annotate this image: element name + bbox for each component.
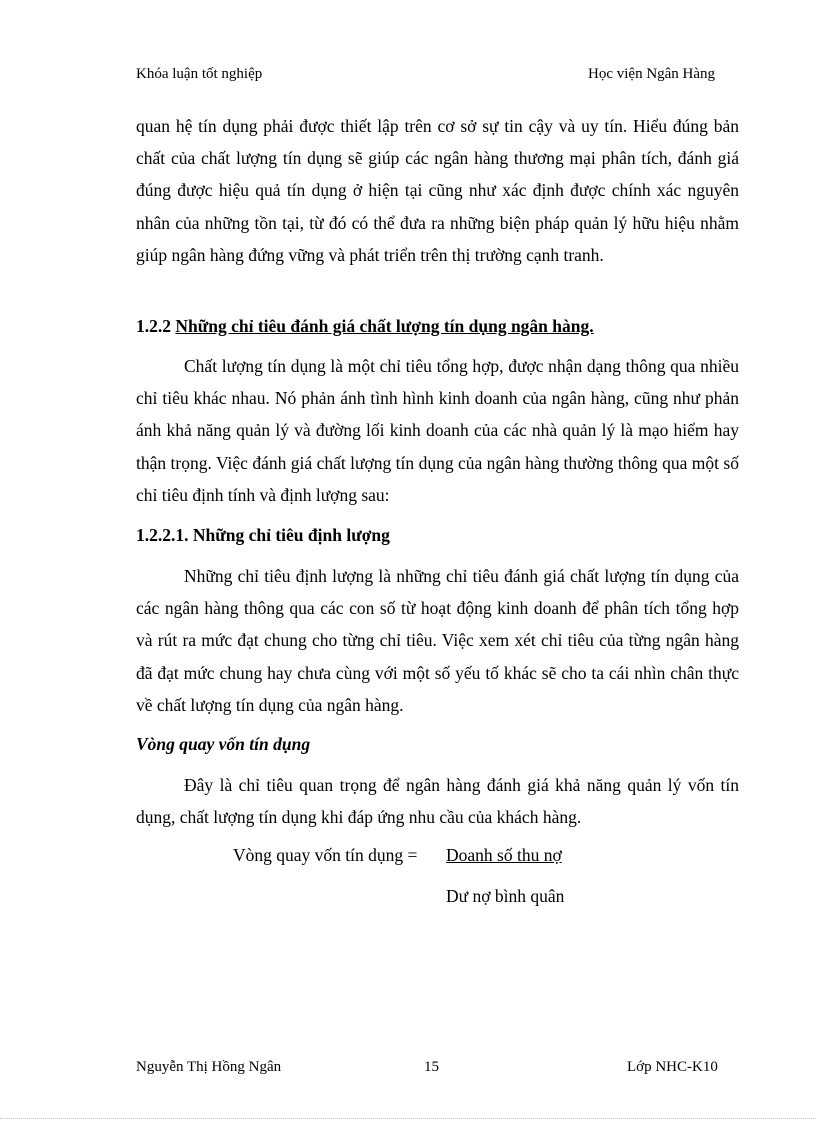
heading-1-2-2-1: 1.2.2.1. Những chỉ tiêu định lượng [136,525,390,545]
subheading-credit-turnover: Vòng quay vốn tín dụng [136,734,311,754]
paragraph-turnover-desc: Đây là chỉ tiêu quan trọng để ngân hàng đánh giá khả năng quản lý vốn tín dụng, chất lượng tín dụng khi đáp ứng nhu cầu của khách hàng. [136,775,739,828]
footer-class: Lớp NHC-K10 [627,1059,718,1075]
heading-title: Những chỉ tiêu đánh giá chất lượng tín dụng ngân hàng. [175,316,594,336]
heading-1-2-2 [136,316,594,337]
formula-denominator: Dư nợ bình quân [446,886,565,906]
header-thesis-label: Khóa luận tốt nghiệp [136,66,263,82]
paragraph-credit-quality: Chất lượng tín dụng là một chỉ tiêu tổng hợp, được nhận dạng thông qua nhiều chỉ tiêu khác nhau. Nó phản ánh tình hình kinh doanh của ngân hàng, cũng như phản ánh khả năng quản lý và đường lối kinh doanh của các nhà quản lý là mạo hiểm hay thận trọng. Việc đánh giá chất lượng tín dụng của ngân hàng thường thông qua một số chỉ tiêu định tính và định lượng sau: [136,356,739,505]
header-institution: Học viện Ngân Hàng [588,66,716,82]
footer-page-number: 15 [424,1059,439,1075]
page-bottom-divider [0,1118,816,1119]
footer-author: Nguyễn Thị Hồng Ngân [136,1059,282,1075]
paragraph-quantitative: Những chỉ tiêu định lượng là những chỉ tiêu đánh giá chất lượng tín dụng của các ngân hàng thông qua các con số từ hoạt động kinh doanh để phân tích tổng hợp và rút ra mức đạt chung cho từng chỉ tiêu. Việc xem xét chỉ tiêu của từng ngân hàng đã đạt mức chung hay chưa cùng với một số yếu tố khác sẽ cho ta cái nhìn chân thực về chất lượng tín dụng của ngân hàng. [136,566,739,715]
formula-left-side: Vòng quay vốn tín dụng = [233,845,418,865]
paragraph-intro: quan hệ tín dụng phải được thiết lập trên cơ sở sự tin cậy và uy tín. Hiểu đúng bản chất của chất lượng tín dụng sẽ giúp các ngân hàng thương mại phân tích, đánh giá đúng được hiệu quả tín dụng ở hiện tại cũng như xác định được chính xác nguyên nhân của những tồn tại, từ đó có thể đưa ra những biện pháp quản lý hữu hiệu nhằm giúp ngân hàng đứng vững và phát triển trên thị trường cạnh tranh. [136,116,739,265]
formula-numerator: Doanh số thu nợ [446,845,562,865]
heading-number: 1.2.2 [136,316,176,336]
